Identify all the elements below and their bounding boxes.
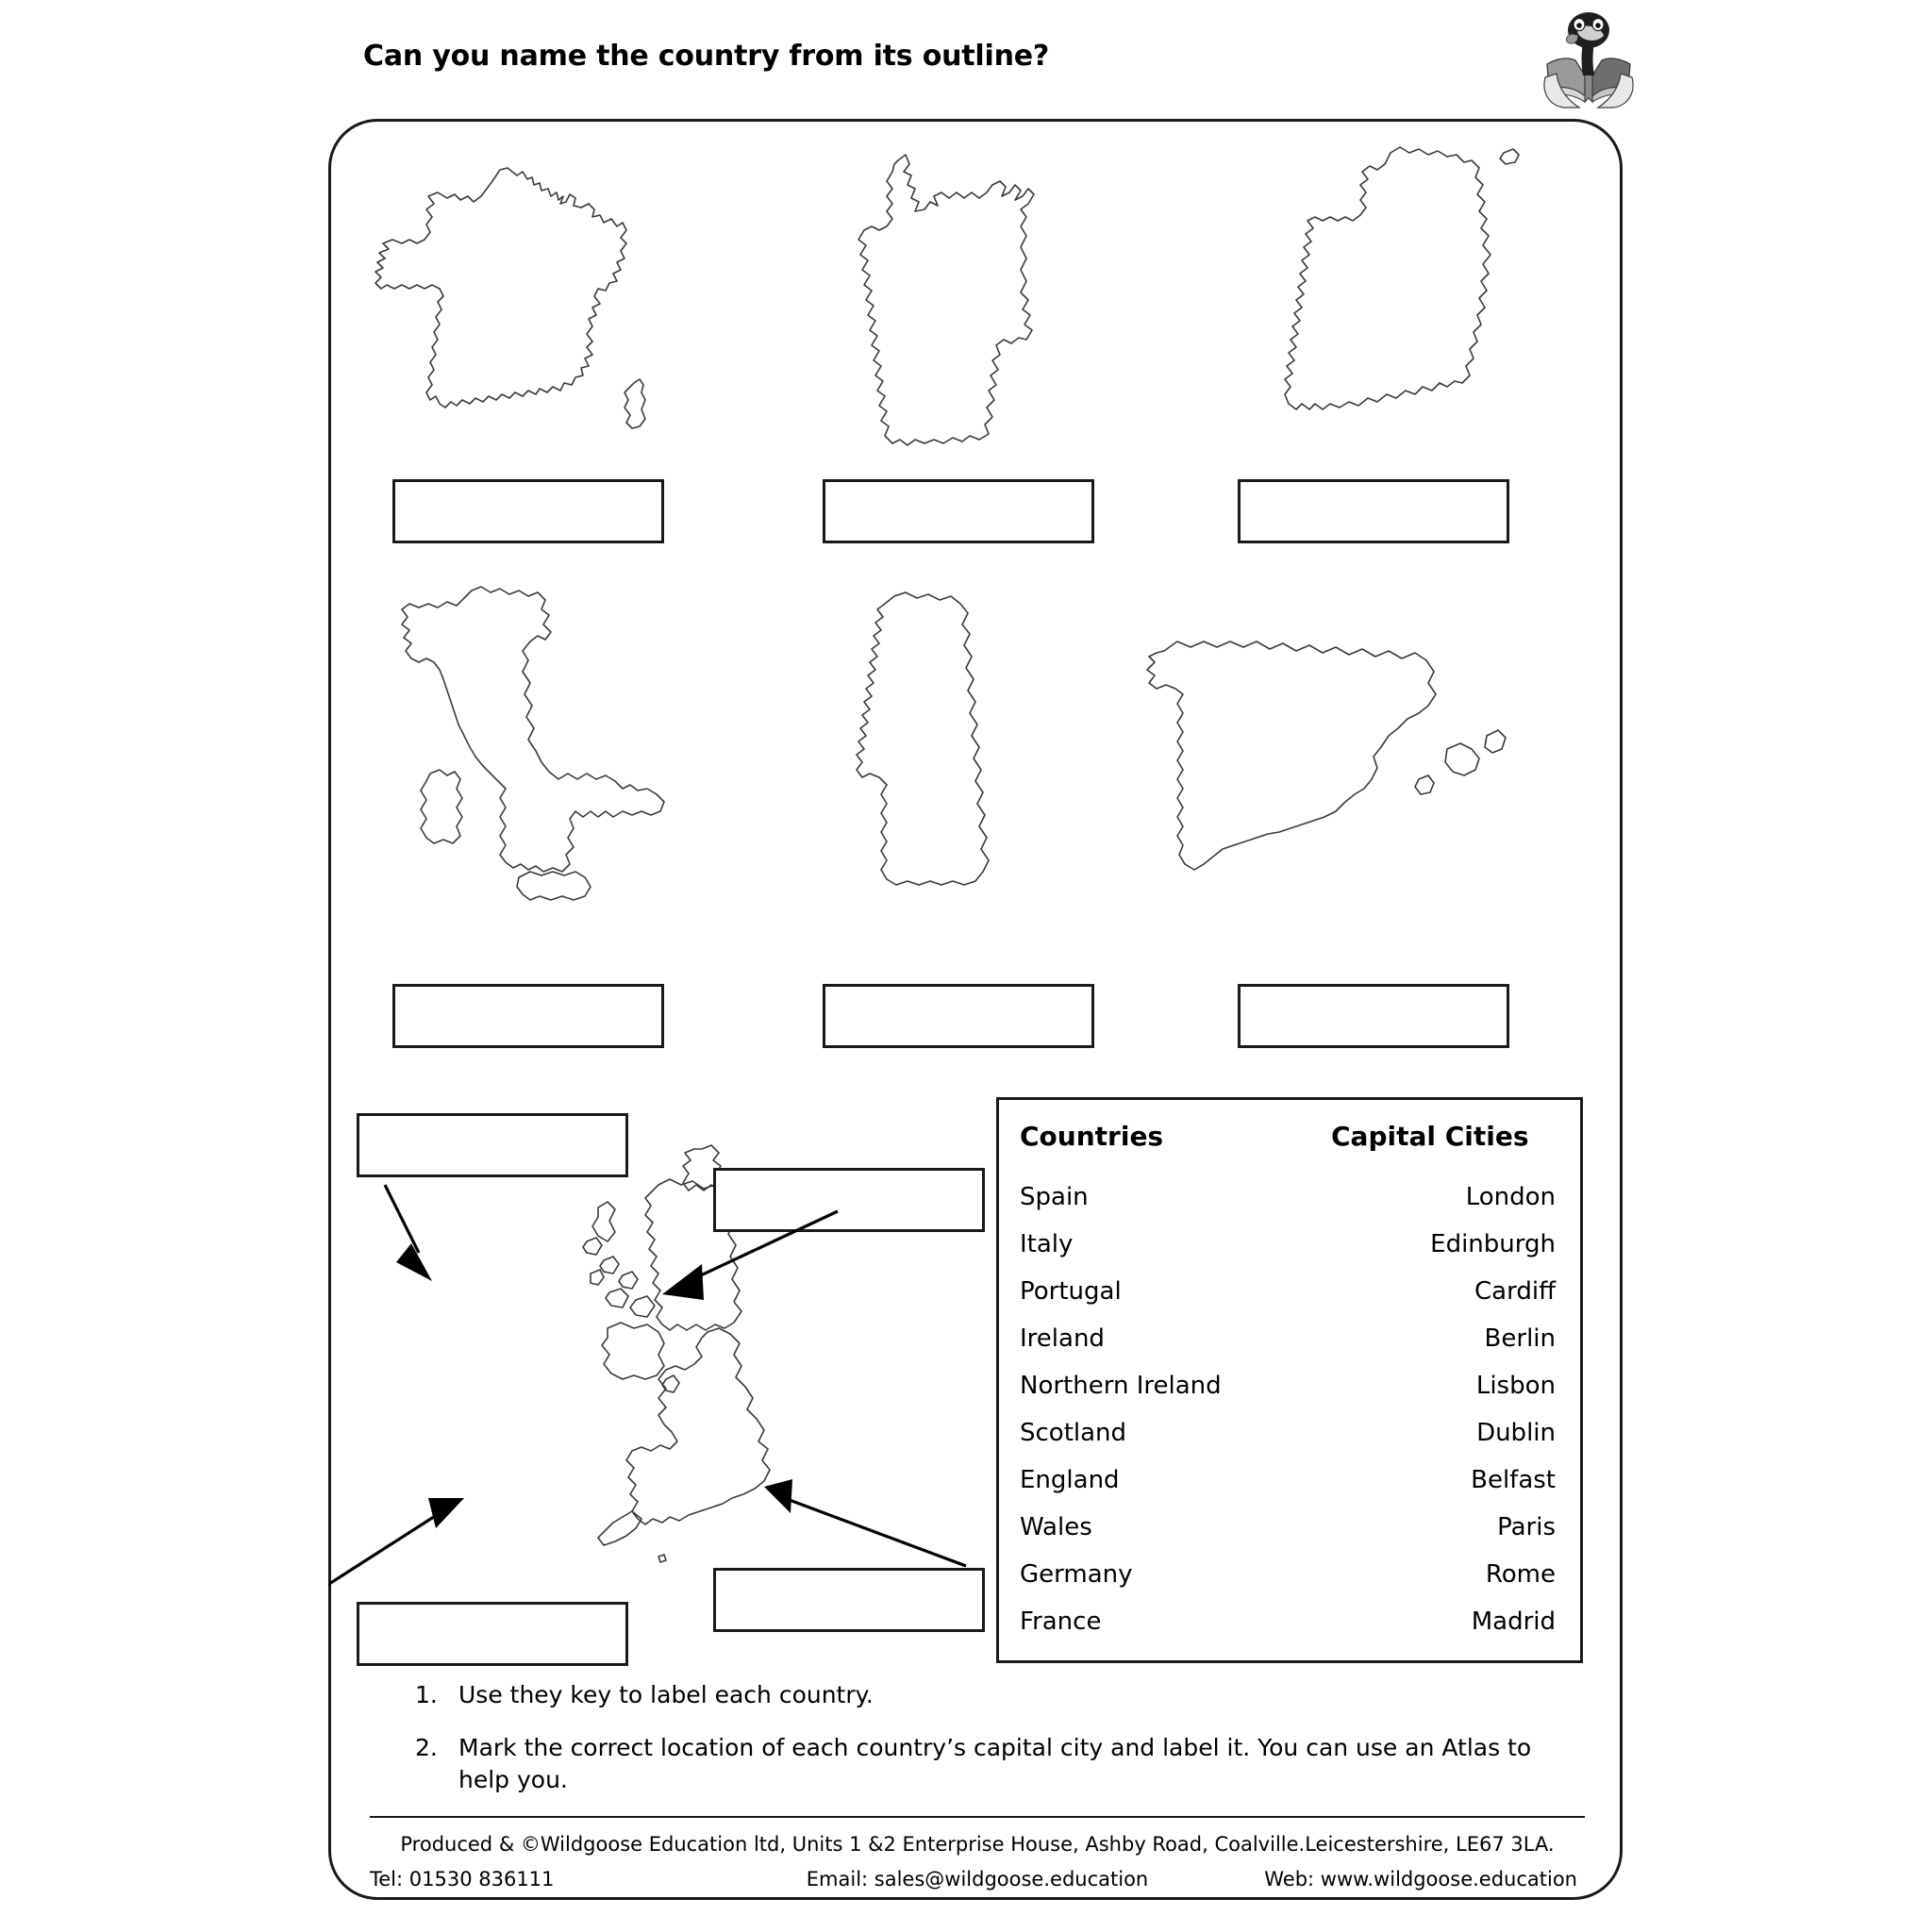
key-country: Portugal bbox=[1020, 1277, 1122, 1306]
instruction-text: Use they key to label each country. bbox=[458, 1681, 874, 1708]
instruction-number: 2. bbox=[415, 1734, 438, 1761]
key-country: Wales bbox=[1020, 1513, 1092, 1541]
table-row bbox=[999, 1372, 1580, 1419]
key-country: Ireland bbox=[1020, 1324, 1105, 1353]
answer-box-4[interactable] bbox=[392, 984, 664, 1048]
key-header-capital-cities: Capital Cities bbox=[1331, 1121, 1529, 1152]
answer-box-5[interactable] bbox=[823, 984, 1094, 1048]
portugal-outline-map bbox=[849, 591, 1019, 921]
footer-website: Web: www.wildgoose.education bbox=[1264, 1868, 1577, 1890]
instructions-list bbox=[415, 1679, 1538, 1817]
answer-box-10[interactable] bbox=[713, 1568, 985, 1632]
key-capital: Edinburgh bbox=[1430, 1230, 1556, 1258]
germany-outline-map bbox=[826, 143, 1100, 464]
table-row bbox=[999, 1513, 1580, 1560]
key-capital: Lisbon bbox=[1475, 1372, 1556, 1400]
footer-copyright: Produced & ©Wildgoose Education ltd, Units 1 &2 Enterprise House, Ashby Road, Coalville.Leicestershire, LE67 3LA. bbox=[400, 1833, 1555, 1856]
key-country: Spain bbox=[1020, 1183, 1089, 1211]
key-table-header bbox=[999, 1121, 1580, 1164]
table-row bbox=[999, 1607, 1580, 1655]
list-item bbox=[415, 1679, 1538, 1711]
answer-box-8[interactable] bbox=[713, 1168, 985, 1232]
wildgoose-education-logo-icon bbox=[1536, 4, 1641, 109]
key-header-countries: Countries bbox=[1020, 1121, 1164, 1152]
table-row bbox=[999, 1419, 1580, 1466]
key-capital: Berlin bbox=[1484, 1324, 1556, 1353]
spain-outline-map bbox=[1140, 608, 1517, 919]
footer-email: Email: sales@wildgoose.education bbox=[806, 1868, 1149, 1890]
key-table-rows bbox=[999, 1183, 1580, 1655]
table-row bbox=[999, 1466, 1580, 1513]
answer-box-1[interactable] bbox=[392, 479, 664, 543]
key-country: England bbox=[1020, 1466, 1120, 1494]
key-capital: Madrid bbox=[1471, 1607, 1556, 1636]
italy-outline-map bbox=[381, 585, 702, 924]
list-item bbox=[415, 1732, 1538, 1796]
table-row bbox=[999, 1560, 1580, 1607]
key-country: Scotland bbox=[1020, 1419, 1127, 1447]
table-row bbox=[999, 1324, 1580, 1372]
key-table bbox=[996, 1097, 1583, 1663]
table-row bbox=[999, 1183, 1580, 1230]
key-country: Northern Ireland bbox=[1020, 1372, 1222, 1400]
key-capital: Belfast bbox=[1471, 1466, 1556, 1494]
instruction-number: 1. bbox=[415, 1681, 438, 1708]
france-outline-map bbox=[357, 149, 668, 460]
answer-box-9[interactable] bbox=[357, 1602, 628, 1666]
table-row bbox=[999, 1277, 1580, 1324]
footer-telephone: Tel: 01530 836111 bbox=[370, 1868, 555, 1890]
key-country: Italy bbox=[1020, 1230, 1074, 1258]
key-capital: London bbox=[1465, 1183, 1556, 1211]
key-capital: Cardiff bbox=[1474, 1277, 1556, 1306]
instruction-text: Mark the correct location of each country’s capital city and label it. You can use an Atlas to help you. bbox=[458, 1734, 1532, 1793]
answer-box-3[interactable] bbox=[1238, 479, 1509, 543]
key-country: France bbox=[1020, 1607, 1102, 1636]
page-title: Can you name the country from its outline? bbox=[363, 40, 1050, 73]
key-country: Germany bbox=[1020, 1560, 1133, 1589]
key-capital: Rome bbox=[1485, 1560, 1556, 1589]
table-row bbox=[999, 1230, 1580, 1277]
key-capital: Paris bbox=[1497, 1513, 1556, 1541]
key-capital: Dublin bbox=[1476, 1419, 1556, 1447]
footer-contact-row bbox=[370, 1868, 1585, 1896]
ireland-outline-map bbox=[1257, 140, 1540, 465]
footer-divider bbox=[370, 1816, 1585, 1818]
answer-box-6[interactable] bbox=[1238, 984, 1509, 1048]
answer-box-2[interactable] bbox=[823, 479, 1094, 543]
answer-box-7[interactable] bbox=[357, 1113, 628, 1177]
